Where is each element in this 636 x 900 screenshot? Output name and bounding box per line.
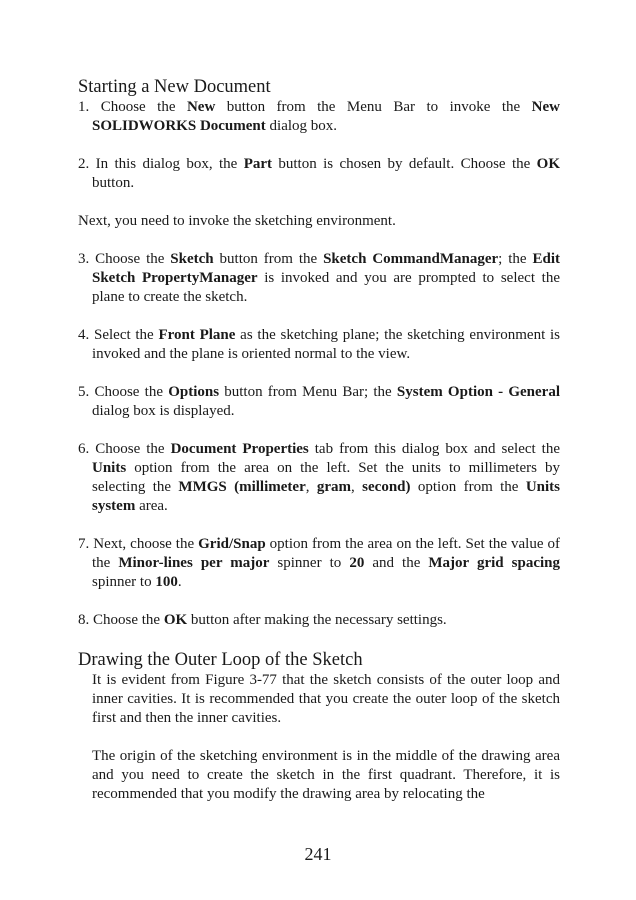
transition-note: Next, you need to invoke the sketching environment. [78, 213, 396, 229]
page-number: 241 [304, 844, 332, 864]
document-page [78, 76, 560, 804]
step-5: 5. Choose the Options button from Menu Bar; the System Option - General dialog box is displayed. [78, 384, 560, 419]
step-8: 8. Choose the OK button after making the necessary settings. [78, 612, 447, 628]
step-2: 2. In this dialog box, the Part button is chosen by default. Choose the OK button. [78, 156, 560, 191]
step-6: 6. Choose the Document Properties tab from this dialog box and select the Units option from the area on the left. Set the units to millimeters by selecting the MMGS (millimeter, gram, second) option from the Units system area. [78, 441, 561, 514]
step-3: 3. Choose the Sketch button from the Sketch CommandManager; the Edit Sketch PropertyManager is invoked and you are prompted to select the plane to create the sketch. [78, 251, 560, 305]
section-heading-starting-new-document: Starting a New Document [78, 77, 271, 97]
section-heading-drawing-outer-loop: Drawing the Outer Loop of the Sketch [78, 650, 363, 670]
step-7: 7. Next, choose the Grid/Snap option from the area on the left. Set the value of the Minor-lines per major spinner to 20 and the Major grid spacing spinner to 100. [78, 536, 561, 590]
outer-loop-paragraph-1: It is evident from Figure 3-77 that the sketch consists of the outer loop and inner cavities. It is recommended that you create the outer loop of the sketch first and then the inner cavities. [92, 672, 560, 726]
step-4: 4. Select the Front Plane as the sketching plane; the sketching environment is invoked and the plane is oriented normal to the view. [78, 327, 560, 362]
outer-loop-paragraph-2: The origin of the sketching environment is in the middle of the drawing area and you need to create the sketch in the first quadrant. Therefore, it is recommended that you modify the drawing area by relocating the [92, 748, 560, 802]
step-1: 1. Choose the New button from the Menu Bar to invoke the New SOLIDWORKS Document dialog box. [78, 99, 560, 134]
